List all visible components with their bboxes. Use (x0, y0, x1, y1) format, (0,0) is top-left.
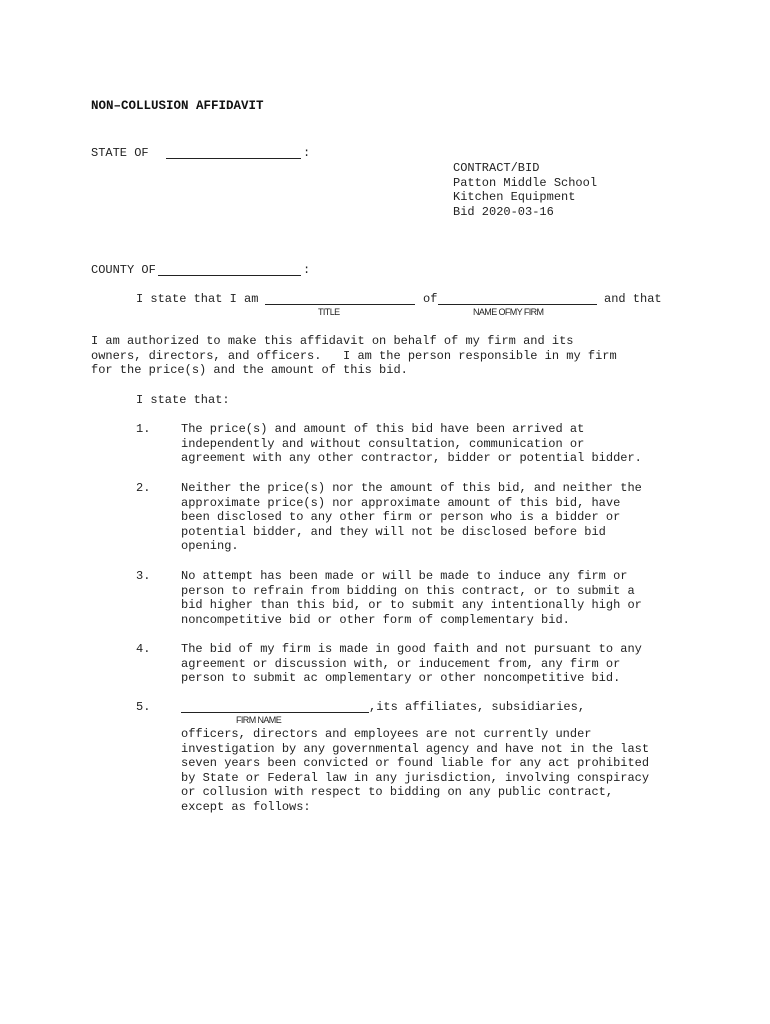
item-text: The bid of my firm is made in good faith and not pursuant to any agreement or discussion with, or inducement from, any firm or person to submit ac omplementary or other noncompetitive bid. (181, 642, 642, 686)
state-colon: : (303, 146, 311, 160)
authorized-paragraph: I am authorized to make this affidavit on behalf of my firm and its owners, directors, and officers. I am the person responsible in my firm for the price(s) and the amount of this bid. (91, 334, 617, 378)
firm-name-blank[interactable] (438, 304, 597, 305)
county-blank[interactable] (158, 275, 301, 276)
item-number: 2. (136, 481, 151, 495)
item-number: 5. (136, 700, 151, 714)
item-5-lead: ,its affiliates, subsidiaries, (369, 700, 586, 714)
title-blank[interactable] (265, 304, 415, 305)
county-colon: : (303, 263, 311, 277)
page-title: NON–COLLUSION AFFIDAVIT (91, 99, 264, 113)
contract-line-1: Patton Middle School (453, 176, 598, 190)
state-that-label: I state that: (136, 393, 230, 407)
item-number: 3. (136, 569, 151, 583)
item-number: 4. (136, 642, 151, 656)
county-label: COUNTY OF (91, 263, 156, 277)
statement-of: of (423, 292, 438, 306)
contract-line-2: Kitchen Equipment (453, 190, 576, 204)
state-blank[interactable] (166, 158, 301, 159)
firm-name-blank-item5[interactable] (181, 712, 369, 713)
item-text: Neither the price(s) nor the amount of this bid, and neither the approximate price(s) nor approximate amount of this bid, have been disclosed to any other firm or person who is a bidder or potential bidder, and they will not be disclosed before bid opening. (181, 481, 642, 554)
item-text: officers, directors and employees are not currently under investigation by any governmental agency and have not in the last seven years been convicted or found liable for any act prohibited by State or Federal law in any jurisdiction, involving conspiracy or collusion with respect to bidding on any public contract, except as follows: (181, 727, 650, 814)
contract-line-3: Bid 2020-03-16 (453, 205, 554, 219)
item-text: No attempt has been made or will be made to induce any firm or person to refrain from bidding on this contract, or to submit a bid higher than this bid, or to submit any intentionally high or noncompetitive bid or other form of complementary bid. (181, 569, 642, 627)
item-text: The price(s) and amount of this bid have been arrived at independently and without consultation, communication or agreement with any other contractor, bidder or potential bidder. (181, 422, 642, 466)
firm-caption: NAME OFMY FIRM (473, 307, 544, 317)
state-label: STATE OF (91, 146, 149, 160)
firm-name-caption: FIRM NAME (236, 715, 282, 725)
statement-prefix: I state that I am (136, 292, 259, 306)
item-number: 1. (136, 422, 151, 436)
title-caption: TITLE (318, 307, 340, 317)
contract-heading: CONTRACT/BID (453, 161, 540, 175)
statement-suffix: and that (604, 292, 662, 306)
